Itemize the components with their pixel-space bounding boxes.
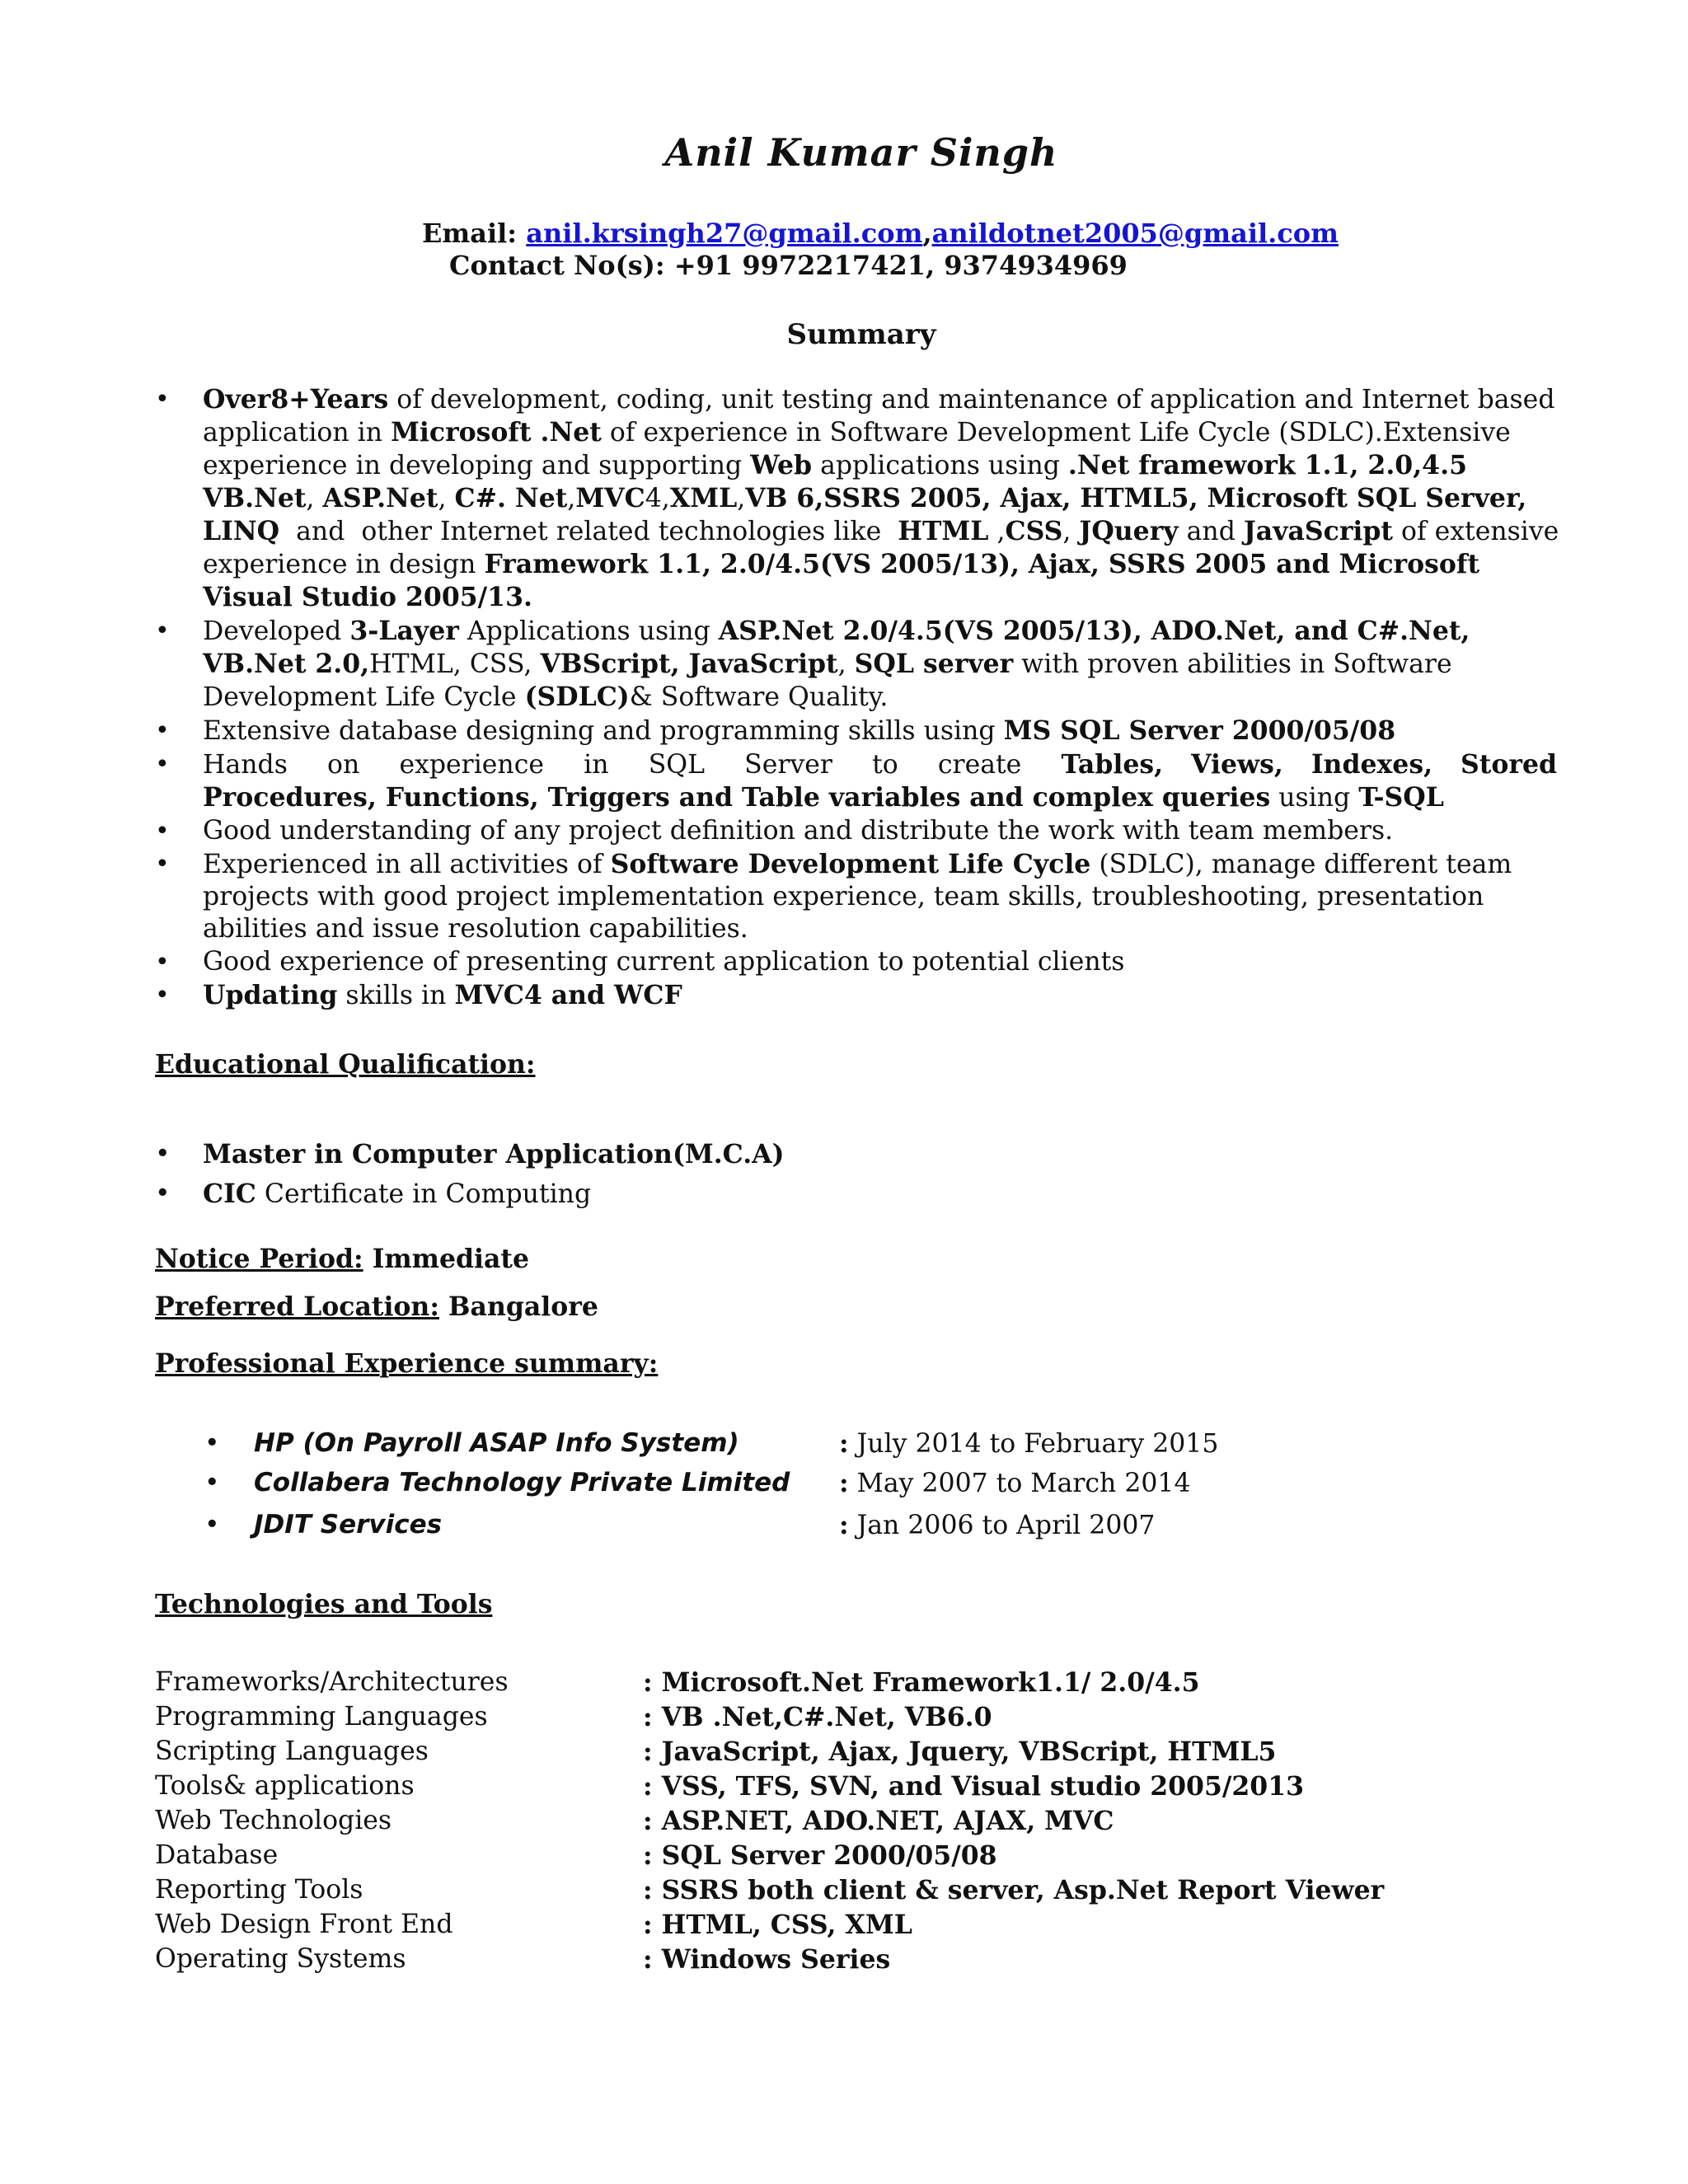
bullet-icon: • xyxy=(204,1510,220,1540)
tech-label: Scripting Languages xyxy=(155,1736,429,1766)
tech-value: : SSRS both client & server, Asp.Net Report Viewer xyxy=(643,1875,1385,1905)
candidate-name: Anil Kumar Singh xyxy=(664,130,1058,175)
bullet-icon: • xyxy=(155,850,170,879)
experience-period: : Jan 2006 to April 2007 xyxy=(839,1510,1156,1540)
education-item xyxy=(155,1174,785,1214)
preferred-location xyxy=(155,1291,598,1322)
experience-period: : May 2007 to March 2014 xyxy=(839,1468,1191,1498)
tech-value: : Microsoft.Net Framework1.1/ 2.0/4.5 xyxy=(643,1667,1200,1698)
bullet-icon: • xyxy=(204,1468,220,1497)
summary-heading: Summary xyxy=(786,318,936,351)
tech-label: Database xyxy=(155,1840,279,1870)
experience-period: : July 2014 to February 2015 xyxy=(839,1428,1219,1459)
bullet-icon: • xyxy=(155,817,170,846)
education-heading: Educational Qualification: xyxy=(155,1049,536,1080)
email-separator: , xyxy=(922,218,932,249)
summary-item: • Hands on experience in SQL Server to create Tables, Views, Indexes, Stored Procedures, Functions, Triggers and Table variables and complex queries using T-SQL xyxy=(155,749,1566,813)
tech-value: : Windows Series xyxy=(643,1944,891,1975)
contact-label: Contact No(s): xyxy=(449,250,665,281)
education-detail: Certificate in Computing xyxy=(256,1179,592,1209)
bullet-icon: • xyxy=(155,750,170,779)
notice-period-label: Notice Period: xyxy=(155,1244,363,1274)
bullet-icon: • xyxy=(204,1428,220,1458)
bullet-icon: • xyxy=(155,716,170,745)
email-link-2[interactable]: anildotnet2005@gmail.com xyxy=(931,218,1339,249)
email-link-1[interactable]: anil.krsingh27@gmail.com xyxy=(526,218,923,249)
tech-label: Programming Languages xyxy=(155,1702,488,1732)
email-label: Email: xyxy=(422,218,518,249)
education-item xyxy=(155,1135,785,1174)
bullet-icon: • xyxy=(155,385,170,414)
contact-line xyxy=(449,250,1128,281)
experience-heading: Professional Experience summary: xyxy=(155,1348,659,1379)
contact-value: +91 9972217421, 9374934969 xyxy=(673,250,1128,281)
education-degree: Master in Computer Application(M.C.A) xyxy=(203,1139,785,1169)
tech-label: Web Technologies xyxy=(155,1806,392,1835)
tech-value: : HTML, CSS, XML xyxy=(643,1910,912,1940)
experience-company: Collabera Technology Private Limited xyxy=(254,1468,790,1497)
tech-value: : ASP.NET, ADO.NET, AJAX, MVC xyxy=(643,1806,1114,1836)
bullet-icon: • xyxy=(155,616,170,645)
tech-label: Frameworks/Architectures xyxy=(155,1667,509,1697)
experience-company: HP (On Payroll ASAP Info System) xyxy=(254,1428,739,1458)
tech-label: Reporting Tools xyxy=(155,1875,363,1905)
summary-item: • Good experience of presenting current application to potential clients xyxy=(155,947,1125,977)
email-line xyxy=(422,218,1339,249)
bullet-icon: • xyxy=(155,948,170,977)
tech-label: Web Design Front End xyxy=(155,1910,453,1939)
preferred-location-label: Preferred Location: xyxy=(155,1291,439,1322)
experience-company: JDIT Services xyxy=(254,1510,443,1540)
summary-item: • Experienced in all activities of Software Development Life Cycle (SDLC), manage different team projects with good project implementation experience, team skills, troubleshooting, presentation abilities and issue resolution capabilities. xyxy=(155,849,1512,944)
summary-item: • Updating skills in MVC4 and WCF xyxy=(155,980,682,1010)
technologies-heading: Technologies and Tools xyxy=(155,1589,493,1619)
tech-value: : VSS, TFS, SVN, and Visual studio 2005/2013 xyxy=(643,1771,1305,1802)
summary-item: • Over8+Years of development, coding, unit testing and maintenance of application and Internet based application in Microsoft .Net of experience in Software Development Life Cycle (SDLC).Extensive experience in developing and supporting Web applications using .Net framework 1.1, 2.0,4.5 VB.Net, ASP.Net, C#. Net,MVC4,XML,VB 6,SSRS 2005, Ajax, HTML5, Microsoft SQL Server, LINQ and other Internet related technologies like HTML ,CSS, JQuery and JavaScript of extensive experience in design Framework 1.1, 2.0/4.5(VS 2005/13), Ajax, SSRS 2005 and Microsoft Visual Studio 2005/13. xyxy=(155,384,1559,612)
education-degree: CIC xyxy=(203,1179,256,1209)
bullet-icon: • xyxy=(155,1179,171,1208)
summary-item: • Developed 3-Layer Applications using ASP.Net 2.0/4.5(VS 2005/13), ADO.Net, and C#.Net, VB.Net 2.0,HTML, CSS, VBScript, JavaScript, SQL server with proven abilities in Software Development Life Cycle (SDLC)& Software Quality. xyxy=(155,616,1470,712)
tech-label: Tools& applications xyxy=(155,1771,415,1801)
summary-list xyxy=(155,383,1566,1013)
notice-period-value: Immediate xyxy=(363,1244,530,1274)
bullet-icon: • xyxy=(155,981,170,1010)
tech-value: : VB .Net,C#.Net, VB6.0 xyxy=(643,1702,992,1732)
tech-label: Operating Systems xyxy=(155,1944,406,1974)
preferred-location-value: Bangalore xyxy=(438,1291,598,1322)
bullet-icon: • xyxy=(155,1139,171,1169)
tech-value: : SQL Server 2000/05/08 xyxy=(643,1840,997,1871)
tech-value: : JavaScript, Ajax, Jquery, VBScript, HTML5 xyxy=(643,1736,1277,1767)
notice-period xyxy=(155,1244,529,1274)
education-list xyxy=(155,1135,785,1214)
summary-item: • Extensive database designing and programming skills using MS SQL Server 2000/05/08 xyxy=(155,715,1396,746)
summary-item: • Good understanding of any project definition and distribute the work with team members. xyxy=(155,816,1394,846)
